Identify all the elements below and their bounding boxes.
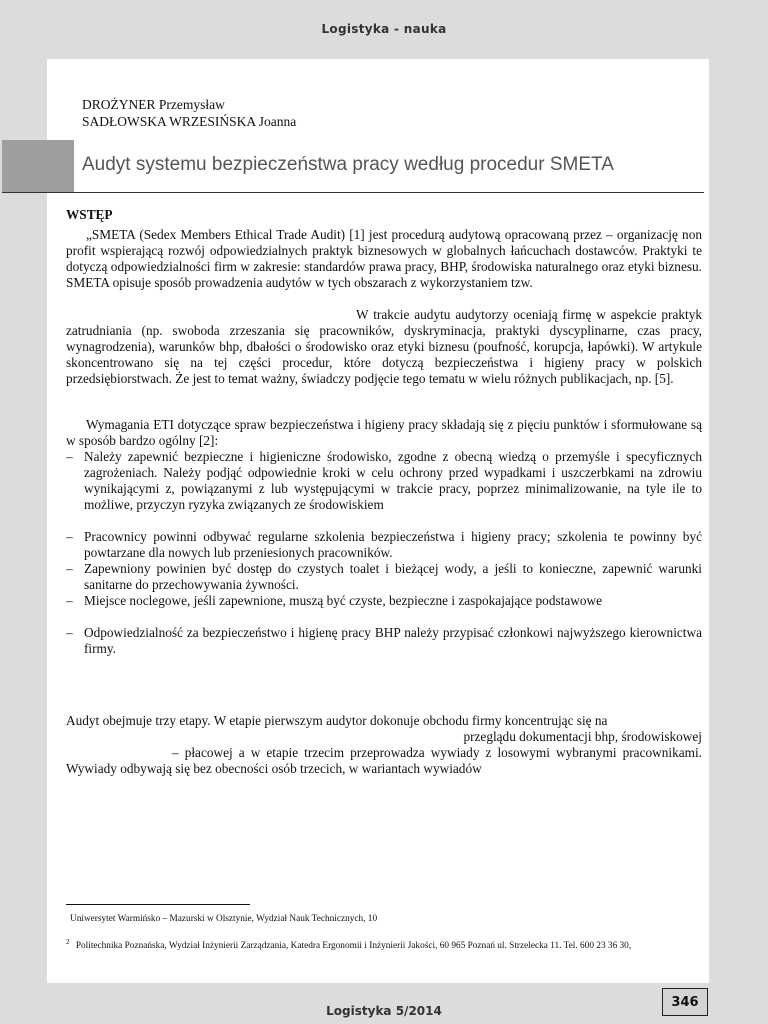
list-item-text: Miejsce noclegowe, jeśli zapewnione, muszą być czyste, bezpieczne i zaspokajające podstawowe: [84, 593, 602, 608]
footnote-rule: [66, 904, 250, 905]
list-item-text: Odpowiedzialność za bezpieczeństwo i higienę pracy BHP należy przypisać członkowi najwyższego kierownictwa firmy.: [84, 625, 702, 656]
author-list: [82, 96, 296, 130]
list-item: [66, 625, 702, 657]
page-number: 346: [662, 988, 708, 1016]
title-rule: [2, 192, 704, 193]
list-item: [66, 561, 702, 593]
list-item-text: Pracownicy powinni odbywać regularne szkolenia bezpieczeństwa i higieny pracy; szkolenia te powinny być powtarzane dla nowych lub przeniesionych pracowników.: [84, 529, 702, 560]
audit-line-1: Audyt obejmuje trzy etapy. W etapie pierwszym audytor dokonuje obchodu firmy koncentrując się na: [66, 713, 608, 728]
audit-line-3: – płacowej a w etapie trzecim przeprowadza wywiady z losowymi wybranymi pracownikami. Wywiady odbywają się bez obecności osób trzecich, w wariantach wywiadów: [66, 745, 702, 776]
author-1: DROŻYNER Przemysław: [82, 97, 225, 112]
section-heading: WSTĘP: [66, 207, 113, 222]
journal-footer: Logistyka 5/2014: [326, 1004, 442, 1018]
title-accent-block: [2, 140, 74, 192]
eti-requirements-list: [66, 449, 702, 657]
bullet-dash: –: [66, 529, 73, 544]
footnote-1: [66, 910, 706, 925]
bullet-dash: –: [66, 593, 73, 608]
list-item: [66, 529, 702, 561]
footnote-mark: 2: [66, 938, 70, 946]
list-item-text: Należy zapewnić bezpieczne i higieniczne środowisko, zgodne z obecną wiedzą o przemyśle i specyficznych zagrożeniach. Należy podjąć odpowiednie kroki w celu ochrony przed wypadkami i uszczerbkami na zdrowiu wynikającymi z, powiązanymi z lub występującymi w trakcie pracy, poprzez minimalizowanie, na tyle ile to możliwe, przyczyn ryzyka związanych ze środowiskiem: [84, 449, 702, 512]
bullet-dash: –: [66, 449, 73, 464]
footnote-text: Uniwersytet Warmińsko – Mazurski w Olsztynie, Wydział Nauk Technicznych, 10: [70, 914, 378, 925]
eti-lead: Wymagania ETI dotyczące spraw bezpieczeństwa i higieny pracy składają się z pięciu punktów i sformułowane są w sposób bardzo ogólny [2]:: [66, 417, 702, 448]
list-item-text: Zapewniony powinien być dostęp do czystych toalet i bieżącej wody, a jeśli to konieczne, zapewnić warunki sanitarne do przechowywania żywności.: [84, 561, 702, 592]
footnote-text: Politechnika Poznańska, Wydział Inżynierii Zarządzania, Katedra Ergonomii i Inżynierii Jakości, 60 965 Poznań ul. Strzelecka 11. Tel. 600 23 36 30,: [75, 941, 632, 952]
list-item: [66, 449, 702, 513]
article-body: [66, 207, 702, 777]
audit-line-2: przeglądu dokumentacji bhp, środowiskowej: [463, 729, 702, 744]
running-header: Logistyka - nauka: [321, 22, 447, 36]
bullet-dash: –: [66, 561, 73, 576]
bullet-dash: –: [66, 625, 73, 640]
intro-paragraph-2: W trakcie audytu audytorzy oceniają firmę w aspekcie praktyk zatrudniania (np. swoboda zrzeszania się pracowników, dyskryminacja, praktyki dyscyplinarne, czas pracy, wynagrodzenia), warunków bhp, dbałości o środowisko oraz etyki biznesu (poufność, korupcja, łapówki). W artykule skoncentrowano się na tej części procedur, które dotyczą bezpieczeństwa i higieny pracy w polskich przedsiębiorstwach. Że jest to temat ważny, świadczy podjęcie tego tematu w wielu różnych publikacjach, np. [5].: [66, 307, 702, 386]
author-2: SADŁOWSKA WRZESIŃSKA Joanna: [82, 114, 297, 129]
article-title: Audyt systemu bezpieczeństwa pracy według procedur SMETA: [82, 154, 614, 175]
footnote-2: [66, 937, 706, 952]
intro-paragraph-1: „SMETA (Sedex Members Ethical Trade Audit) [1] jest procedurą audytową opracowaną przez – organizację non profit wspierającą rozwój odpowiedzialnych praktyk biznesowych w globalnych łańcuchach dostawców. Praktyki te dotyczą odpowiedzialności firm w zakresie: standardów prawa pracy, BHP, środowiska naturalnego oraz etyki biznesu. SMETA opisuje sposób prowadzenia audytów w tych obszarach z wykorzystaniem tzw.: [66, 227, 702, 290]
list-item: [66, 593, 702, 609]
